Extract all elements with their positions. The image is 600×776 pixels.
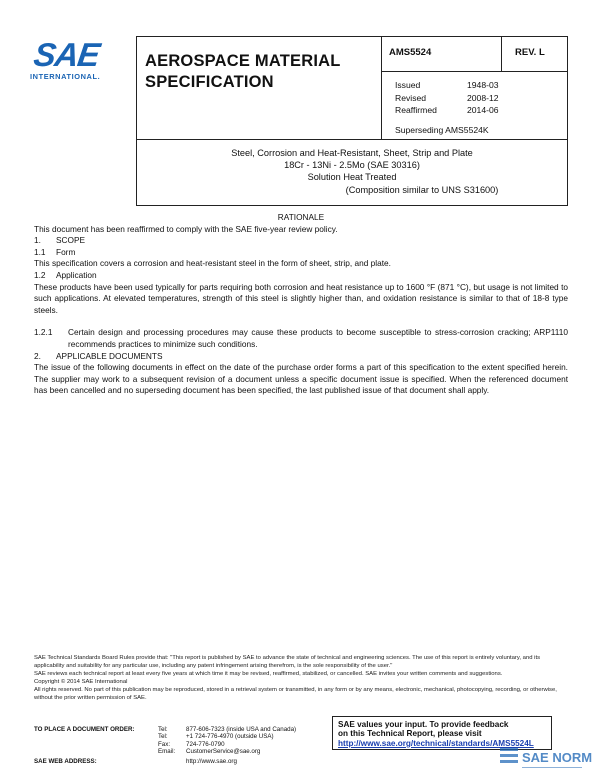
section-1-1-text: This specification covers a corrosion and heat-resistant steel in the form of sheet, strip, and plate. bbox=[34, 258, 391, 269]
section-2-heading bbox=[34, 351, 568, 363]
date-label: Issued bbox=[395, 80, 421, 90]
document-number: AMS5524 bbox=[389, 47, 432, 58]
section-2-text: The issue of the following documents in effect on the date of the purchase order forms a part of this specification to the extent specified herein. The supplier may work to a subsequent revision of a document unless a specific document issue is specified. When the referenced document has been cancelled and no superseding document has been specified, the last published issue of that document shall apply. bbox=[34, 362, 568, 396]
revision-label: REV. L bbox=[515, 47, 545, 58]
contact-key: Email: bbox=[158, 748, 176, 756]
rationale-heading: RATIONALE bbox=[277, 212, 325, 222]
customer-service-email[interactable]: CustomerService@sae.org bbox=[186, 748, 261, 756]
date-label: Reaffirmed bbox=[395, 105, 437, 116]
document-header-box bbox=[136, 36, 568, 206]
contact-key: Tel: bbox=[158, 733, 168, 741]
feedback-text: SAE values your input. To provide feedback bbox=[338, 720, 509, 729]
date-row-issued bbox=[395, 79, 515, 92]
date-label: Revised bbox=[395, 92, 427, 103]
contact-value: 724-776-0790 bbox=[186, 740, 225, 748]
section-title: Form bbox=[56, 246, 76, 257]
document-subject bbox=[137, 147, 567, 196]
sae-logo bbox=[30, 36, 120, 86]
contact-value: 877-606-7323 (inside USA and Canada) bbox=[186, 726, 297, 733]
subject-line: 18Cr - 13Ni - 2.5Mo (SAE 30316) bbox=[284, 160, 420, 171]
section-1-2-text: These products have been used typically for parts requiring both corrosion and heat resistance up to 1600 °F (871 °C), but usage is not limited to such applications. At elevated temperatures, strength of this steel is slightly higher than, and oxidation resistance is similar to that of 18-8 type steels. bbox=[34, 281, 568, 315]
section-number: 1.2 bbox=[34, 269, 46, 280]
contact-value: +1 724-776-4970 (outside USA) bbox=[186, 733, 274, 741]
feedback-link[interactable]: http://www.sae.org/technical/standards/AMS5524L bbox=[338, 738, 534, 748]
subject-line: Solution Heat Treated bbox=[307, 172, 397, 183]
title-line-2: SPECIFICATION bbox=[145, 73, 274, 91]
document-body bbox=[34, 212, 568, 397]
footer-rules-text: SAE Technical Standards Board Rules provide that: "This report is published by SAE to advance the state of technical and engineering sciences. The use of this report is entirely voluntary, and its applicability and suitability for any particular use, including any patent infringement arising therefrom, is the sole responsibility of the user." bbox=[34, 655, 541, 670]
section-1-2-heading bbox=[34, 270, 568, 282]
sae-logo-mark: SAE bbox=[31, 36, 102, 73]
date-row-revised bbox=[395, 92, 515, 105]
section-1-2-1 bbox=[34, 327, 568, 350]
date-value: 1948-03 bbox=[467, 80, 499, 90]
section-number: 2. bbox=[34, 350, 41, 361]
footer-review-text: SAE reviews each technical report at least every five years at which time it may be revised, reaffirmed, stabilized, or cancelled. SAE invites your written comments and suggestions. bbox=[34, 671, 503, 678]
section-1-1-heading bbox=[34, 247, 568, 259]
watermark-text: SAE NORM bbox=[522, 750, 593, 765]
section-number: 1. bbox=[34, 235, 41, 246]
sae-norm-watermark bbox=[498, 742, 598, 776]
document-type-title bbox=[145, 51, 341, 93]
section-title: Application bbox=[56, 269, 97, 280]
date-value: 2014-06 bbox=[467, 105, 499, 116]
web-label: SAE WEB ADDRESS: bbox=[34, 757, 97, 765]
order-contact-block bbox=[34, 726, 296, 765]
legal-footer bbox=[34, 654, 568, 703]
superseding-note: Superseding AMS5524K bbox=[395, 125, 489, 135]
footer-copyright: Copyright © 2014 SAE International bbox=[34, 679, 128, 686]
rationale-text: This document has been reaffirmed to comply with the SAE five-year review policy. bbox=[34, 223, 338, 234]
sae-logo-subtitle: INTERNATIONAL. bbox=[30, 72, 101, 81]
date-value: 2008-12 bbox=[467, 92, 499, 103]
subject-line: (Composition similar to UNS S31600) bbox=[345, 184, 499, 195]
feedback-text: on this Technical Report, please visit bbox=[338, 729, 482, 739]
date-block bbox=[395, 79, 515, 117]
section-title: SCOPE bbox=[56, 235, 86, 246]
contact-key: Tel: bbox=[158, 726, 168, 733]
date-row-reaffirmed bbox=[395, 104, 515, 117]
subject-line: Steel, Corrosion and Heat-Resistant, Sheet, Strip and Plate bbox=[231, 148, 473, 158]
footer-rights-text: All rights reserved. No part of this publication may be reproduced, stored in a retrieval system or transmitted, in any form or by any means, electronic, mechanical, photocopying, recording, or otherwise, without the prior written permission of SAE. bbox=[34, 687, 557, 702]
section-1-heading bbox=[34, 235, 568, 247]
sae-web-link[interactable]: http://www.sae.org bbox=[186, 757, 237, 765]
section-number: 1.2.1 bbox=[34, 327, 53, 338]
section-number: 1.1 bbox=[34, 246, 46, 257]
contact-key: Fax: bbox=[158, 740, 171, 748]
section-1-2-1-text: Certain design and processing procedures may cause these products to become susceptible to stress-corrosion cracking; ARP1110 recommends practices to minimize such conditions. bbox=[68, 327, 568, 349]
section-title: APPLICABLE DOCUMENTS bbox=[56, 350, 163, 361]
order-label: TO PLACE A DOCUMENT ORDER: bbox=[34, 726, 135, 733]
title-line-1: AEROSPACE MATERIAL bbox=[145, 52, 341, 70]
